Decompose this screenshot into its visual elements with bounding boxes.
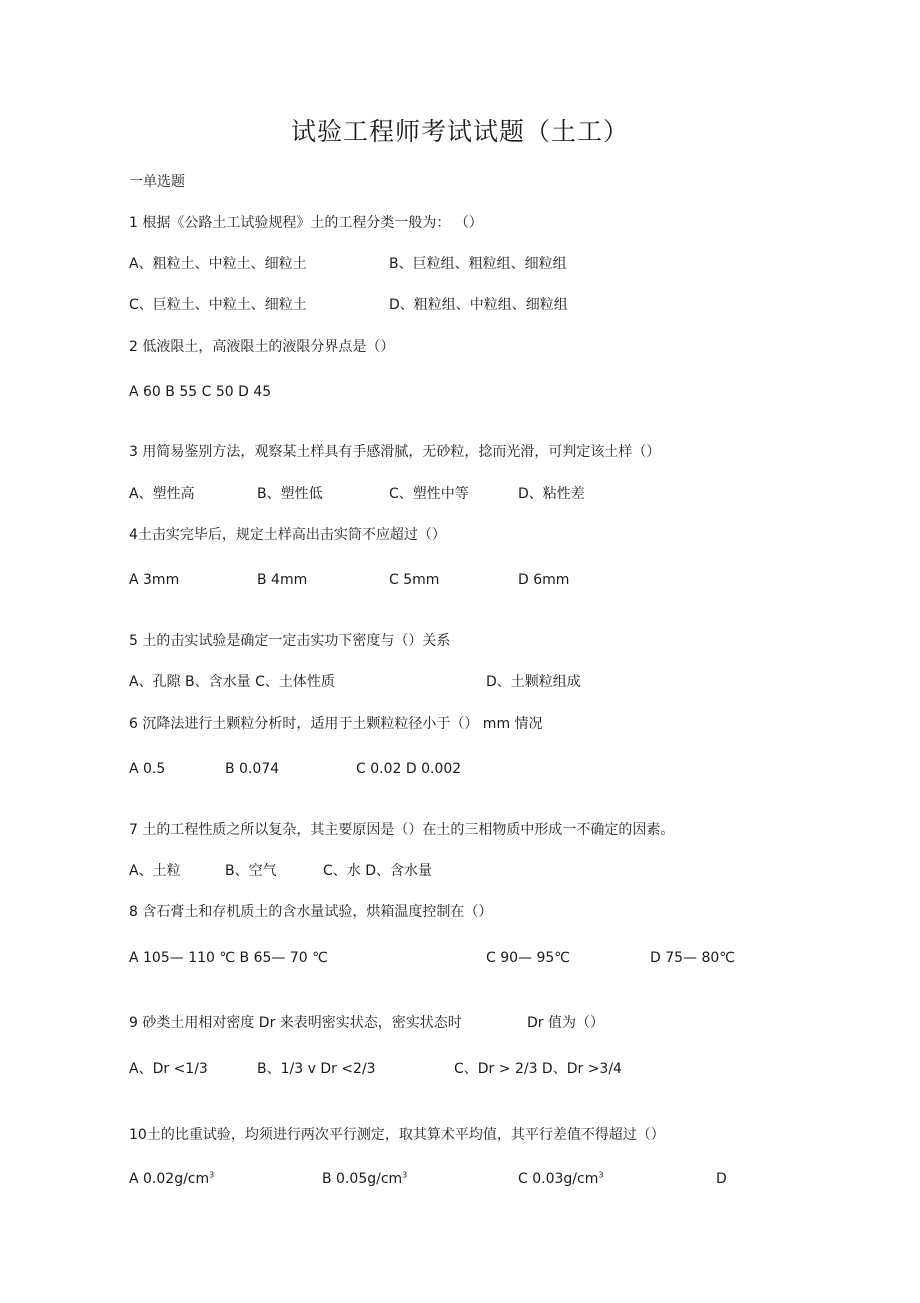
question-7-options-cd: C、水 D、含水量 — [323, 863, 433, 879]
question-4-stem: 4土击实完毕后，规定土样高出击实筒不应超过（） — [129, 527, 446, 543]
section-heading: 一单选题 — [129, 174, 185, 190]
question-9-stem: 9 砂类土用相对密度 Dr 来表明密实状态，密实状态时 — [129, 1015, 462, 1031]
superscript-3: 3 — [598, 1170, 604, 1180]
question-10-option-c: C $0.03g/cm^3$ — [518, 1170, 604, 1187]
question-9-option-a: A、Dr <1/3 — [129, 1061, 208, 1077]
question-4-option-a: A 3mm — [129, 572, 180, 588]
question-2-options: A 60 B 55 C 50 D 45 — [129, 384, 272, 400]
question-6-option-a: A 0.5 — [129, 761, 166, 777]
question-3-option-d: D、粘性差 — [518, 486, 585, 502]
question-4-option-b: B 4mm — [257, 572, 308, 588]
question-9-options-cd: C、Dr > 2/3 D、Dr >3/4 — [454, 1061, 622, 1077]
question-6-options-cd: C 0.02 D 0.002 — [356, 761, 462, 777]
question-2-stem: 2 低液限土，高液限土的液限分界点是（） — [129, 339, 395, 355]
question-7-option-b: B、空气 — [225, 863, 277, 879]
question-7-stem: 7 土的工程性质之所以复杂，其主要原因是（）在土的三相物质中形成一不确定的因素。 — [129, 822, 675, 838]
question-8-stem: 8 含石膏土和存机质土的含水量试验，烘箱温度控制在（） — [129, 904, 493, 920]
question-4-option-d: D 6mm — [518, 572, 570, 588]
question-5-options-abc: A、孔隙 B、含水量 C、土体性质 — [129, 674, 335, 690]
question-3-option-b: B、塑性低 — [257, 486, 323, 502]
question-10-stem: 10土的比重试验，均须进行两次平行测定，取其算术平均值，其平行差值不得超过（） — [129, 1127, 665, 1143]
question-5-option-d: D、土颗粒组成 — [486, 674, 581, 690]
question-6-stem: 6 沉降法进行土颗粒分析时，适用于土颗粒粒径小于（） mm 情况 — [129, 716, 543, 732]
superscript-3: 3 — [209, 1170, 215, 1180]
question-10-option-b: B $0.05g/cm^3$ — [322, 1170, 408, 1187]
question-4-option-c: C 5mm — [389, 572, 440, 588]
question-8-option-d: D 75— 80℃ — [650, 950, 736, 966]
question-6-option-b: B 0.074 — [225, 761, 280, 777]
question-10-option-a: A $0.02g/cm^3$ — [129, 1170, 215, 1187]
question-5-stem: 5 土的击实试验是确定一定击实功下密度与（）关系 — [129, 633, 451, 649]
question-7-option-a: A、土粒 — [129, 863, 181, 879]
page-title: 试验工程师考试试题（土工） — [290, 117, 629, 146]
question-10-option-d: D — [716, 1171, 727, 1187]
question-1-option-d: D、粗粒组、中粒组、细粒组 — [389, 297, 568, 313]
question-9-stem-end: Dr 值为（） — [527, 1015, 604, 1031]
question-1-stem: 1 根据《公路土工试验规程》土的工程分类一般为： （） — [129, 215, 483, 231]
question-1-option-a: A、粗粒土、中粒土、细粒土 — [129, 256, 307, 272]
question-3-option-a: A、塑性高 — [129, 486, 195, 502]
question-3-stem: 3 用简易鉴别方法，观察某土样具有手感滑腻，无砂粒，捻而光滑，可判定该土样（） — [129, 444, 661, 460]
question-8-options-ab: A 105— 110 ℃ B 65— 70 ℃ — [129, 950, 328, 966]
question-1-option-c: C、巨粒土、中粒土、细粒土 — [129, 297, 307, 313]
question-8-option-c: C 90— 95℃ — [486, 950, 571, 966]
question-3-option-c: C、塑性中等 — [389, 486, 469, 502]
question-9-option-b: B、1/3 v Dr <2/3 — [257, 1061, 376, 1077]
superscript-3: 3 — [402, 1170, 408, 1180]
question-1-option-b: B、巨粒组、粗粒组、细粒组 — [389, 256, 567, 272]
